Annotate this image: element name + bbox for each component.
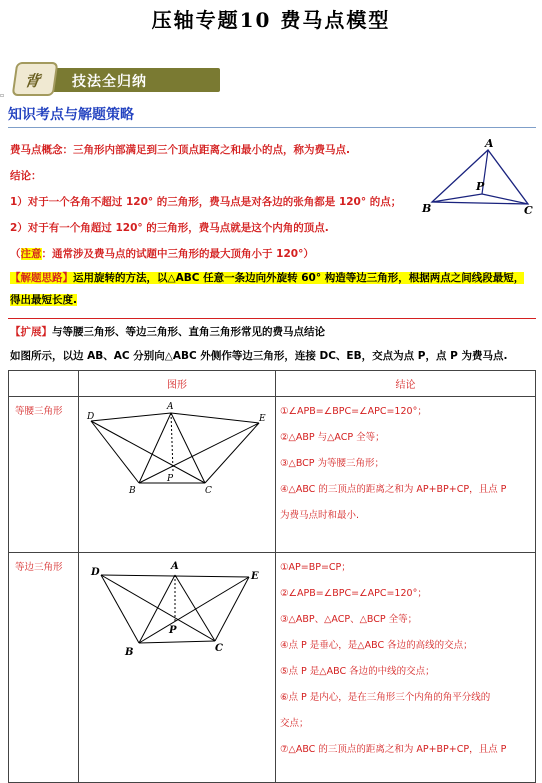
conclusion-item: ④点 P 是垂心，是△ABC 各边的高线的交点； [280, 640, 473, 651]
expand-line [10, 324, 325, 339]
label-p: P [167, 474, 174, 484]
label-d: D [87, 412, 95, 422]
conclusion-item: ④△ABC 的三顶点的距离之和为 AP+BP+CP，且点 P [280, 484, 507, 495]
idea-label: 【解题思路】 [10, 272, 73, 284]
expand-label: 【扩展】 [10, 326, 52, 338]
conclusion-item: ①AP=BP=CP； [280, 562, 351, 573]
note-text: ：通常涉及费马点的试题中三角形的最大顶角小于 120°） [41, 248, 314, 260]
concept-line: 费马点概念：三角形内部满足到三个顶点距离之和最小的点，称为费马点. [10, 144, 350, 156]
conclusion-label: 结论： [10, 170, 42, 182]
conclusion-2: 2）对于有一个角超过 120° 的三角形，费马点就是这个内角的顶点. [10, 222, 329, 234]
fermat-table [8, 370, 536, 783]
conclusion-item: ③△ABP、△ACP、△BCP 全等； [280, 614, 418, 625]
label-c: C [524, 204, 533, 217]
label-d: D [91, 567, 100, 578]
row-name: 等边三角形 [9, 553, 79, 783]
row-conclusions [276, 397, 536, 553]
banner-badge-text: 背 [23, 72, 41, 90]
conclusion-item: ⑦△ABC 的三顶点的距离之和为 AP+BP+CP，且点 P [280, 744, 507, 755]
header-blank [9, 371, 79, 397]
table-header-row [9, 371, 536, 397]
label-b: B [125, 647, 134, 658]
conclusion-item: ①∠APB=∠BPC=∠APC=120°； [280, 406, 427, 417]
triangle-abc [432, 150, 528, 204]
idea-text: 运用旋转的方法，以△ABC 任意一条边向外旋转 60° 构造等边三角形，根据两点之间线段最短，得出最短长度. [10, 272, 525, 306]
conclusion-item: ②△ABP 与△ACP 全等； [280, 432, 385, 443]
isosceles-figure [79, 397, 276, 553]
expand-text: 与等腰三角形、等边三角形、直角三角形常见的费马点结论 [52, 326, 325, 338]
label-p: P [169, 625, 177, 636]
table-row [9, 397, 536, 553]
row-name: 等腰三角形 [9, 397, 79, 553]
label-e: E [259, 414, 266, 424]
note-prefix: （ [10, 248, 21, 260]
section-heading [8, 104, 536, 128]
label-a: A [171, 561, 179, 572]
equilateral-figure [79, 553, 276, 773]
divider [8, 318, 536, 319]
conclusion-item: ③△BCP 为等腰三角形； [280, 458, 385, 469]
fermat-triangle-figure [420, 136, 540, 218]
label-a: A [485, 137, 494, 150]
page-title: 压轴专题10 费马点模型 [151, 8, 391, 32]
row-figure [79, 397, 276, 553]
row-conclusions [276, 553, 536, 783]
header-conclusion: 结论 [276, 371, 536, 397]
margin-mark: ▫ [0, 92, 5, 99]
header-figure: 图形 [79, 371, 276, 397]
banner-badge [12, 62, 59, 96]
row-figure [79, 553, 276, 783]
table-row [9, 553, 536, 783]
label-p: P [476, 180, 485, 193]
section-title: 知识考点与解题策略 [8, 107, 134, 123]
conclusion-item: 交点； [280, 718, 309, 729]
label-c: C [215, 643, 223, 654]
expand-desc: 如图所示，以边 AB、AC 分别向△ABC 外侧作等边三角形，连接 DC、EB，交点为点 P，点 P 为费马点. [10, 350, 508, 362]
label-b: B [129, 486, 136, 496]
note-line [10, 246, 314, 261]
solution-idea [10, 267, 532, 311]
conclusion-item: ⑥点 P 是内心，是在三角形三个内角的角平分线的 [280, 692, 491, 703]
label-b: B [422, 202, 432, 215]
note-label: 注意 [20, 248, 42, 260]
section-banner [14, 62, 222, 94]
label-c: C [205, 486, 212, 496]
label-a: A [167, 402, 174, 412]
conclusion-1: 1）对于一个各角不超过 120° 的三角形，费马点是对各边的张角都是 120° 的点； [10, 196, 402, 208]
conclusion-item: ②∠APB=∠BPC=∠APC=120°； [280, 588, 427, 599]
conclusion-item: 为费马点时和最小. [280, 510, 360, 521]
conclusion-item: ⑤点 P 是△ABC 各边的中线的交点； [280, 666, 435, 677]
banner-label: 技法全归纳 [72, 74, 147, 90]
label-e: E [251, 571, 259, 582]
